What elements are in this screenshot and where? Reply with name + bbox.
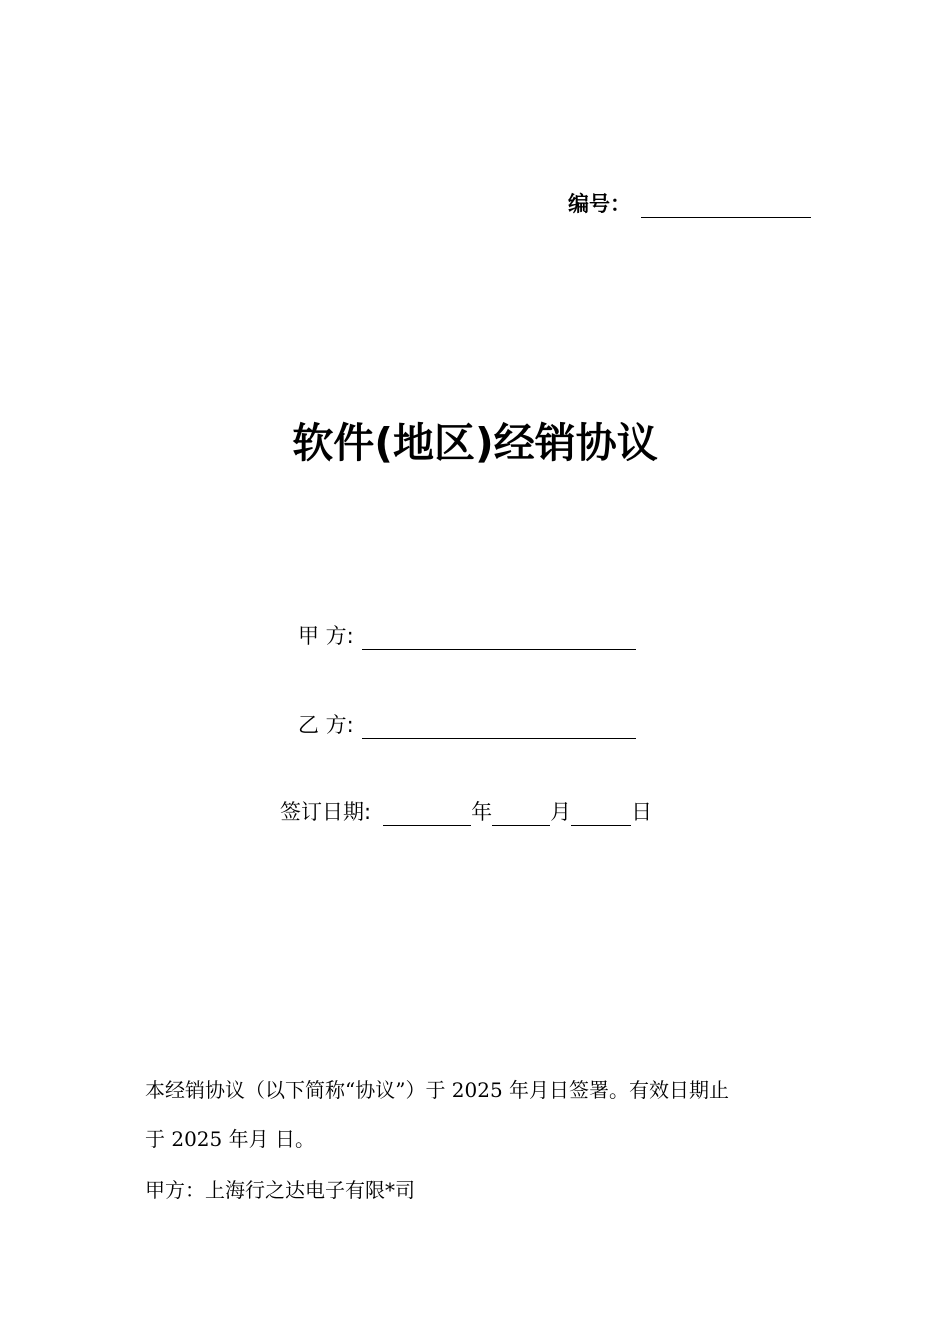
year-label: 年	[471, 800, 493, 824]
signing-date-field	[280, 796, 652, 826]
month-label: 月	[550, 800, 572, 824]
party-a-field	[298, 620, 636, 650]
day-blank	[571, 803, 631, 826]
party-b-label: 乙 方:	[298, 713, 354, 737]
document-title: 软件(地区)经销协议	[292, 419, 658, 467]
body-paragraph-line-1: 本经销协议（以下简称“协议”）于 2025 年月日签署。有效日期止	[145, 1078, 730, 1102]
party-b-field	[298, 709, 636, 739]
signing-date-label: 签订日期:	[280, 800, 372, 824]
party-a-label: 甲 方:	[298, 624, 354, 648]
contract-number-label: 编号：	[568, 192, 631, 216]
contract-number-field	[568, 188, 811, 218]
year-blank	[383, 803, 471, 826]
party-b-blank	[362, 716, 636, 739]
party-a-blank	[362, 627, 636, 650]
party-a-name-line: 甲方：上海行之达电子有限*司	[145, 1178, 415, 1202]
month-blank	[492, 803, 550, 826]
contract-number-blank	[641, 195, 811, 218]
day-label: 日	[631, 800, 653, 824]
body-paragraph-line-2: 于 2025 年月 日。	[145, 1127, 315, 1151]
